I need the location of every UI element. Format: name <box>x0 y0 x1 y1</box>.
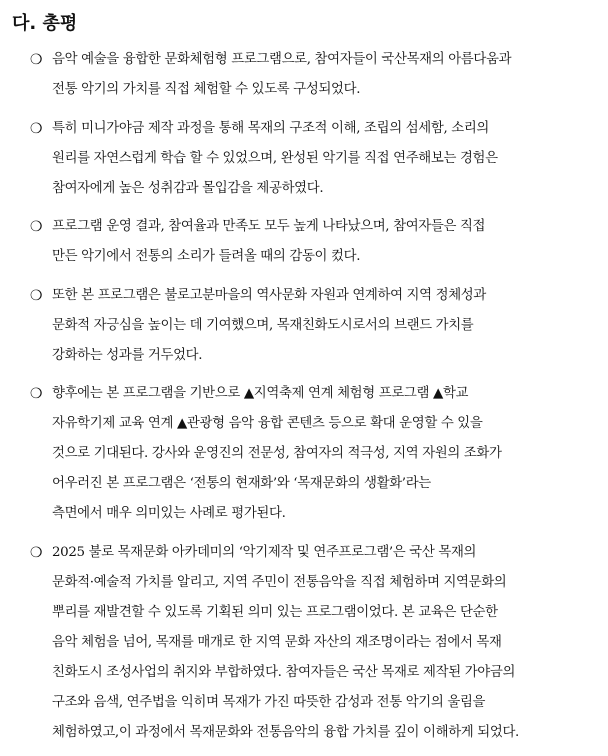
circle-bullet-icon: ❍ <box>30 120 43 137</box>
summary-item-line: 체험하였고,이 과정에서 목재문화와 전통음악의 융합 가치를 깊이 이해하게 되었다. <box>52 724 519 740</box>
summary-item-line: 강화하는 성과를 거두었다. <box>52 347 203 363</box>
summary-item-line: 자유학기제 교육 연계 ▲관광형 음악 융합 콘텐츠 등으로 확대 운영할 수 있을 <box>52 416 483 431</box>
summary-item-line: 친화도시 조성사업의 취지와 부합하였다. 참여자들은 국산 목재로 제작된 가야금의 <box>52 664 516 680</box>
circle-bullet-icon: ❍ <box>30 219 43 235</box>
summary-item-line: 또한 본 프로그램은 불로고분마을의 역사문화 자원과 연계하여 지역 정체성과 <box>52 287 486 303</box>
summary-item-line: 2025 불로 목재문화 아카데미의 ‘악기제작 및 연주프로그램’은 국산 목재의 <box>52 544 477 560</box>
summary-item-line: 구조와 음색, 연주법을 익히며 목재가 가진 따뜻한 감성과 전통 악기의 울림을 <box>52 694 486 710</box>
summary-item-line: 전통 악기의 가치를 직접 체험할 수 있도록 구성되었다. <box>52 82 361 97</box>
summary-item <box>30 538 590 748</box>
summary-item-line: 문화적 자긍심을 높이는 데 기여했으며, 목재친화도시로서의 브랜드 가치를 <box>52 317 474 333</box>
section-title: 다. 총평 <box>12 13 78 34</box>
summary-item-line: 뿌리를 재발견할 수 있도록 기획된 의미 있는 프로그램이었다. 본 교육은 단순한 <box>52 604 498 620</box>
summary-item-line: 참여자에게 높은 성취감과 몰입감을 제공하였다. <box>52 180 324 196</box>
summary-item <box>30 281 590 371</box>
circle-bullet-icon: ❍ <box>30 52 43 68</box>
summary-list <box>30 45 590 756</box>
summary-item-line: 음악 체험을 넘어, 목재를 매개로 한 지역 문화 자산의 재조명이라는 점에서 목재 <box>52 634 502 650</box>
summary-item-line: 측면에서 매우 의미있는 사례로 평가된다. <box>52 506 286 521</box>
summary-item <box>30 45 590 105</box>
circle-bullet-icon: ❍ <box>30 386 43 402</box>
summary-item-line: 어우러진 본 프로그램은 ‘전통의 현재화’와 ‘목재문화의 생활화’라는 <box>52 476 431 491</box>
summary-item-line: 특히 미니가야금 제작 과정을 통해 목재의 구조적 이해, 조립의 섬세함, 소리의 <box>52 120 490 136</box>
summary-item-line: 향후에는 본 프로그램을 기반으로 ▲지역축제 연계 체험형 프로그램 ▲학교 <box>52 386 469 401</box>
summary-item-line: 원리를 자연스럽게 학습 할 수 있었으며, 완성된 악기를 직접 연주해보는 경험은 <box>52 150 498 166</box>
circle-bullet-icon: ❍ <box>30 544 43 561</box>
summary-item-line: 프로그램 운영 결과, 참여율과 만족도 모두 높게 나타났으며, 참여자들은 직접 <box>52 219 486 234</box>
summary-item-line: 것으로 기대된다. 강사와 운영진의 전문성, 참여자의 적극성, 지역 자원의 조화가 <box>52 446 502 461</box>
summary-item <box>30 379 590 529</box>
summary-item-line: 만든 악기에서 전통의 소리가 들려올 때의 감동이 컸다. <box>52 249 361 264</box>
summary-item <box>30 212 590 272</box>
summary-item-line: 문화적·예술적 가치를 알리고, 지역 주민이 전통음악을 직접 체험하며 지역문화의 <box>52 574 507 590</box>
summary-item <box>30 114 590 204</box>
circle-bullet-icon: ❍ <box>30 287 43 304</box>
summary-item-line: 음악 예술을 융합한 문화체험형 프로그램으로, 참여자들이 국산목재의 아름다움과 <box>52 52 512 67</box>
